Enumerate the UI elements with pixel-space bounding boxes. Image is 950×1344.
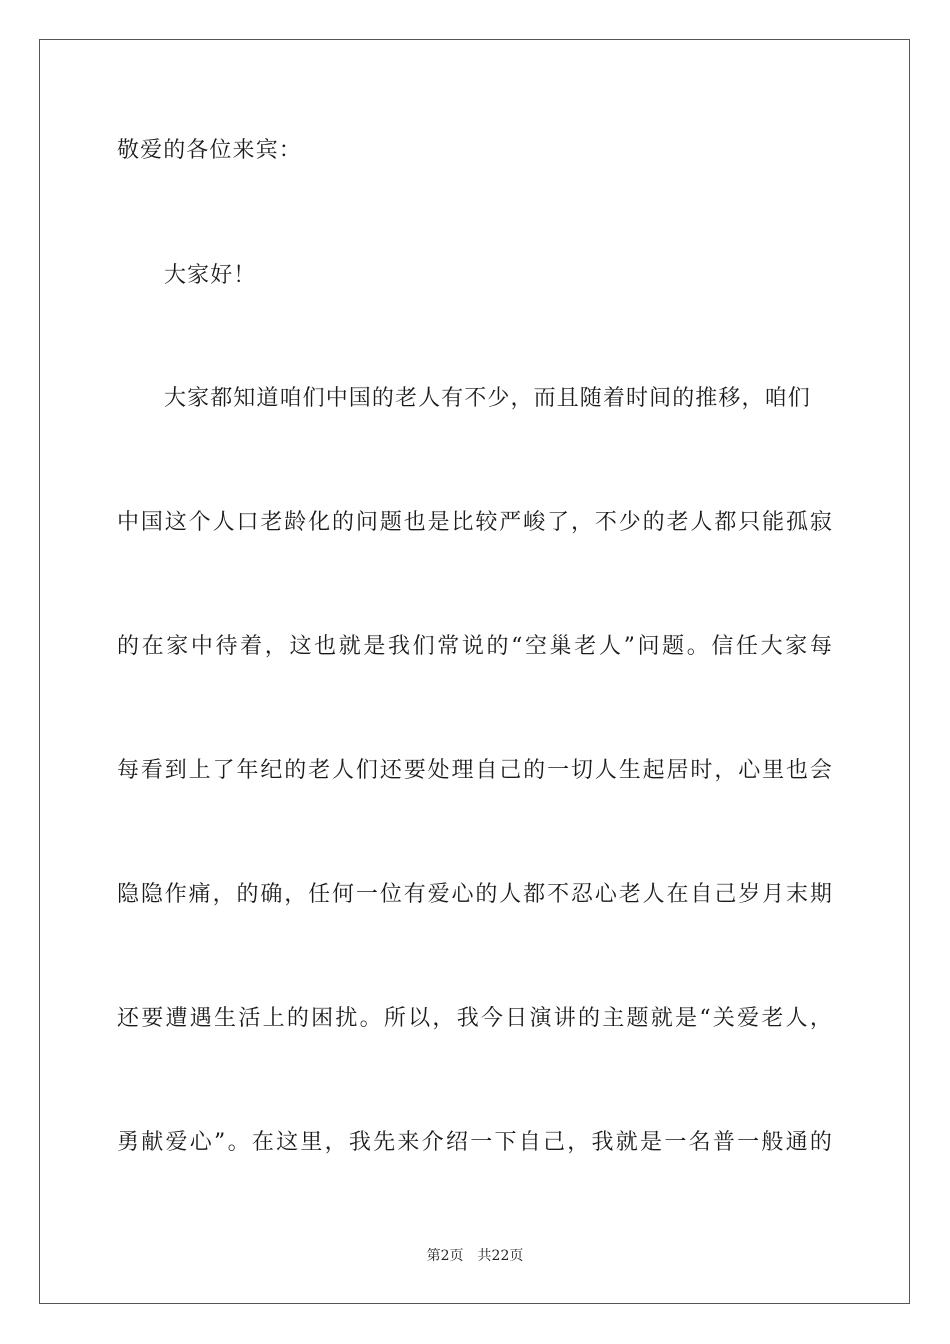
page-number: 第2页 — [426, 1248, 464, 1264]
paragraph-line: 勇献爱心”。在这里，我先来介绍一下自己，我就是一名普一般通的 — [117, 1130, 833, 1155]
paragraph-line: 的在家中待着，这也就是我们常说的“空巢老人”问题。信任大家每 — [117, 634, 833, 659]
page-total: 共22页 — [477, 1248, 524, 1264]
salutation-line: 敬爱的各位来宾： — [117, 138, 302, 163]
page-footer — [0, 1247, 950, 1265]
paragraph-line: 中国这个人口老龄化的问题也是比较严峻了，不少的老人都只能孤寂 — [117, 510, 833, 535]
paragraph-line: 大家都知道咱们中国的老人有不少，而且随着时间的推移，咱们 — [164, 386, 811, 411]
paragraph-line: 每看到上了年纪的老人们还要处理自己的一切人生起居时，心里也会 — [117, 758, 833, 783]
page-border — [39, 39, 910, 1304]
paragraph-line: 隐隐作痛，的确，任何一位有爱心的人都不忍心老人在自己岁月末期 — [117, 882, 833, 907]
paragraph-line: 还要遭遇生活上的困扰。所以，我今日演讲的主题就是“关爱老人， — [117, 1006, 833, 1031]
greeting-line: 大家好！ — [164, 263, 257, 288]
